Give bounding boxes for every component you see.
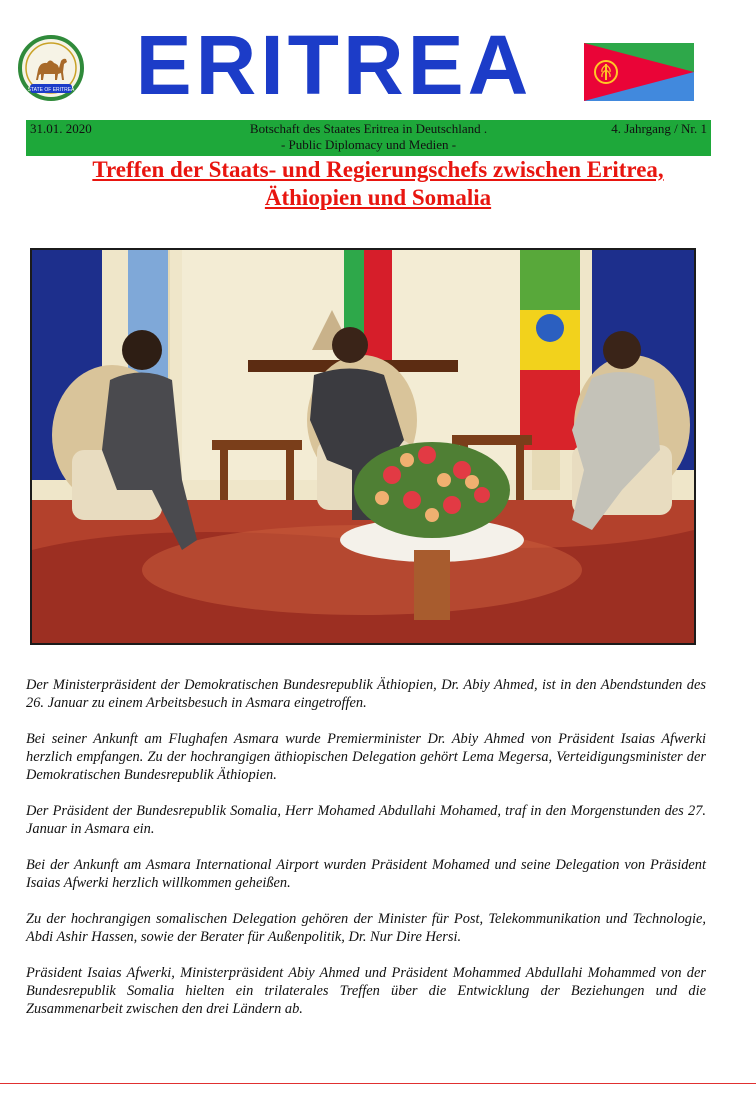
headline-line-1: Treffen der Staats- und Regierungschefs zwischen Eritrea,: [92, 157, 664, 182]
publisher-line-1: Botschaft des Staates Eritrea in Deutschland .: [249, 121, 488, 136]
emblem-motto: STATE OF ERITREA: [27, 87, 75, 93]
paragraph: Bei seiner Ankunft am Flughafen Asmara wurde Premierminister Dr. Abiy Ahmed von Präsident Isaias Afwerki herzlich empfangen. Zu der hochrangigen äthiopischen Delegation gehört Lema Megersa, Verteidigungsminister der Demokratischen Bundesrepublik Äthiopien.: [26, 731, 706, 783]
article-headline: [40, 156, 716, 212]
masthead-title: ERITREA: [135, 18, 533, 112]
issue-date: 31.01. 2020: [30, 121, 92, 136]
paragraph: Präsident Isaias Afwerki, Ministerpräsident Abiy Ahmed und Präsident Mohammed Abdullahi Mohammed von der Bundesrepublik Somalia hielten ein trilaterales Treffen über die Entwicklung der Beziehungen und die Zusammenarbeit zwischen den drei Ländern ab.: [26, 965, 706, 1017]
article-photo: [30, 248, 696, 645]
paragraph: Der Ministerpräsident der Demokratischen Bundesrepublik Äthiopien, Dr. Abiy Ahmed, ist in den Abendstunden des 26. Januar zu einem Arbeitsbesuch in Asmara eingetroffen.: [26, 677, 706, 711]
issue-number: 4. Jahrgang / Nr. 1: [611, 121, 707, 136]
headline-line-2: Äthiopien und Somalia: [264, 185, 492, 210]
footer-rule: [0, 1083, 756, 1084]
paragraph: Zu der hochrangigen somalischen Delegation gehören der Minister für Post, Telekommunikation und Technologie, Abdi Ashir Hassen, sowie der Berater für Außenpolitik, Dr. Nur Dire Hersi.: [26, 911, 706, 945]
publisher-block: [176, 121, 561, 153]
eritrea-flag: [584, 43, 694, 101]
info-bar: [26, 120, 711, 156]
article-body: [26, 676, 706, 1036]
paragraph: Bei der Ankunft am Asmara International Airport wurden Präsident Mohamed und seine Delegation von Präsident Isaias Afwerki herzlich willkommen geheißen.: [26, 857, 706, 891]
paragraph: Der Präsident der Bundesrepublik Somalia, Herr Mohamed Abdullahi Mohamed, traf in den Morgenstunden des 27. Januar in Asmara ein.: [26, 803, 706, 837]
eritrea-emblem: [14, 34, 88, 104]
publisher-line-2: - Public Diplomacy und Medien -: [280, 137, 457, 152]
